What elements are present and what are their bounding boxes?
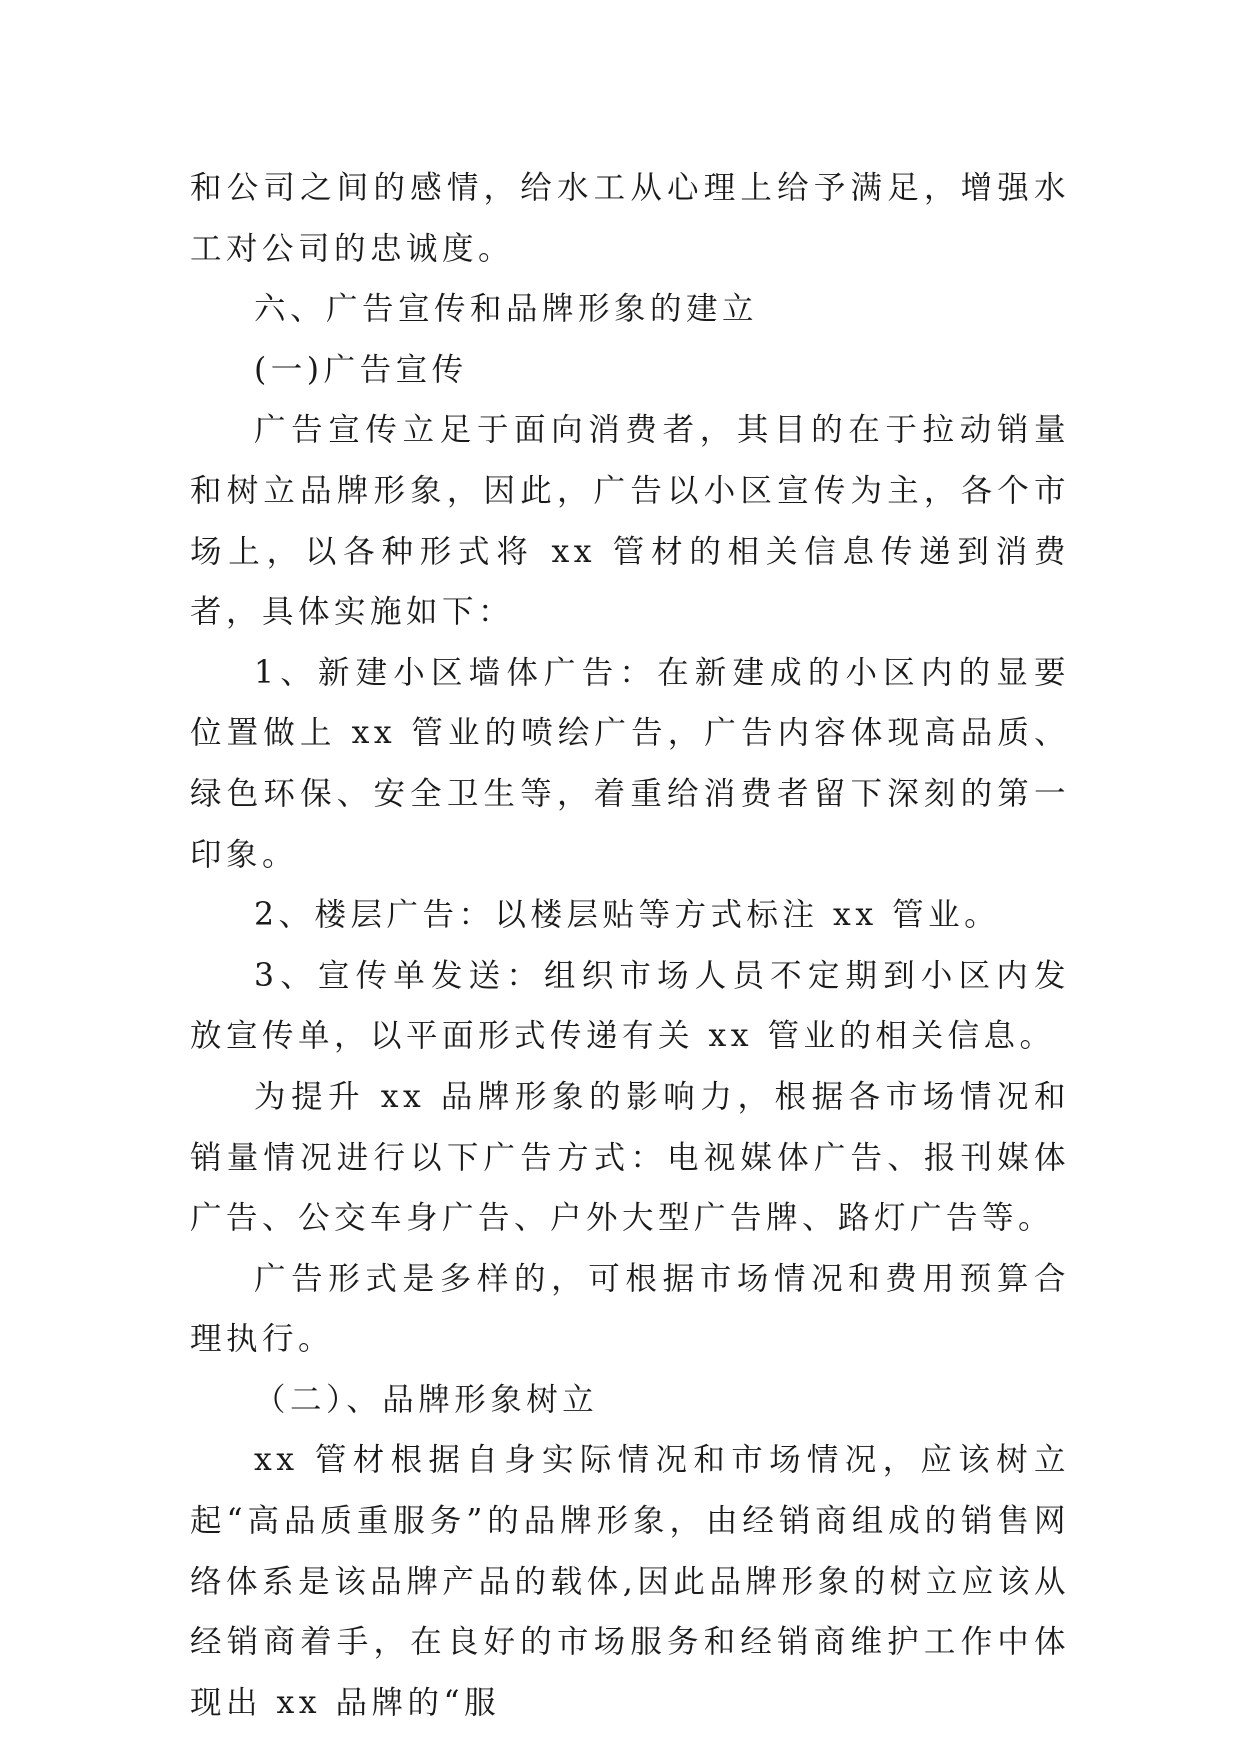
subsection-heading-1: (一)广告宣传 [254,351,468,388]
paragraph-ad-intro: 广告宣传立足于面向消费者，其目的在于拉动销量和树立品牌形象，因此，广告以小区宣传为主，各个市场上，以各种形式将 xx 管材的相关信息传递到消费者，具体实施如下： [190,412,1070,631]
paragraph-brand-image: xx 管材根据自身实际情况和市场情况，应该树立起“高品质重服务”的品牌形象，由经销商组成的销售网络体系是该品牌产品的载体,因此品牌形象的树立应该从经销商着手，在良好的市场服务和经销商维护工作中体现出 xx 品牌的“服 [190,1442,1070,1721]
list-item-1: 1、新建小区墙体广告：在新建成的小区内的显要位置做上 xx 管业的喷绘广告，广告内容体现高品质、绿色环保、安全卫生等，着重给消费者留下深刻的第一印象。 [190,654,1070,873]
paragraph-ad-methods: 为提升 xx 品牌形象的影响力，根据各市场情况和销量情况进行以下广告方式：电视媒体广告、报刊媒体广告、公交车身广告、户外大型广告牌、路灯广告等。 [190,1078,1070,1237]
paragraph-ad-forms: 广告形式是多样的，可根据市场情况和费用预算合理执行。 [190,1260,1070,1358]
section-heading-6: 六、广告宣传和品牌形象的建立 [254,291,759,328]
paragraph-1: 和公司之间的感情，给水工从心理上给予满足，增强水工对公司的忠诚度。 [190,170,1070,267]
document-body [190,158,1070,1733]
subsection-heading-2: （二）、品牌形象树立 [254,1381,599,1418]
list-item-3: 3、宣传单发送：组织市场人员不定期到小区内发放宣传单，以平面形式传递有关 xx 管业的相关信息。 [190,957,1070,1055]
list-item-2: 2、楼层广告：以楼层贴等方式标注 xx 管业。 [254,897,1001,934]
